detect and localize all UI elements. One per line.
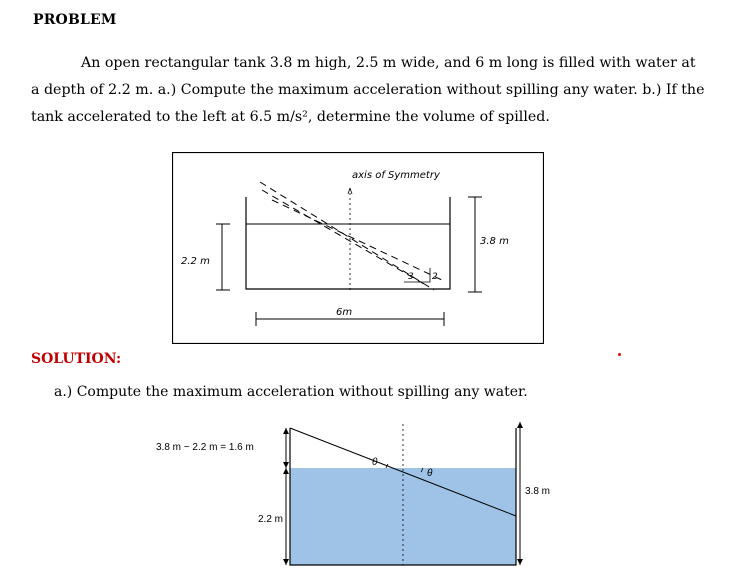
sketch-depth-label: 2.2 m: [181, 256, 210, 267]
solution-heading: SOLUTION:: [31, 351, 122, 367]
sketch-axis-label: axis of Symmetry: [352, 170, 440, 181]
solution-height-label: 3.8 m: [525, 486, 551, 497]
sketch-length-label: 6m: [336, 307, 353, 318]
sketch-frame: [173, 153, 544, 344]
solution-angle-label-right: θ: [427, 468, 433, 479]
tank-sketch-figure: [172, 152, 544, 344]
red-dot: [618, 353, 621, 356]
part-a-heading: a.) Compute the maximum acceleration without spilling any water.: [54, 384, 528, 400]
sketch-height-label: 3.8 m: [480, 236, 509, 247]
problem-heading: PROBLEM: [33, 12, 117, 28]
sketch-slope-run: 3: [408, 272, 414, 282]
sketch-slope-rise: 2: [432, 272, 438, 282]
solution-figure: [140, 414, 560, 571]
problem-line-1: An open rectangular tank 3.8 m high, 2.5 m wide, and 6 m long is filled with water at: [81, 55, 696, 71]
solution-depth-label: 2.2 m: [258, 514, 284, 525]
solution-angle-label-left: θ: [372, 457, 378, 468]
problem-statement: [31, 50, 703, 131]
problem-line-3: tank accelerated to the left at 6.5 m/s², determine the volume of spilled.: [31, 109, 550, 125]
problem-line-2: a depth of 2.2 m. a.) Compute the maximum acceleration without spilling any water. b.) If the: [31, 82, 705, 98]
solution-diff-label: 3.8 m − 2.2 m = 1.6 m: [156, 442, 254, 453]
